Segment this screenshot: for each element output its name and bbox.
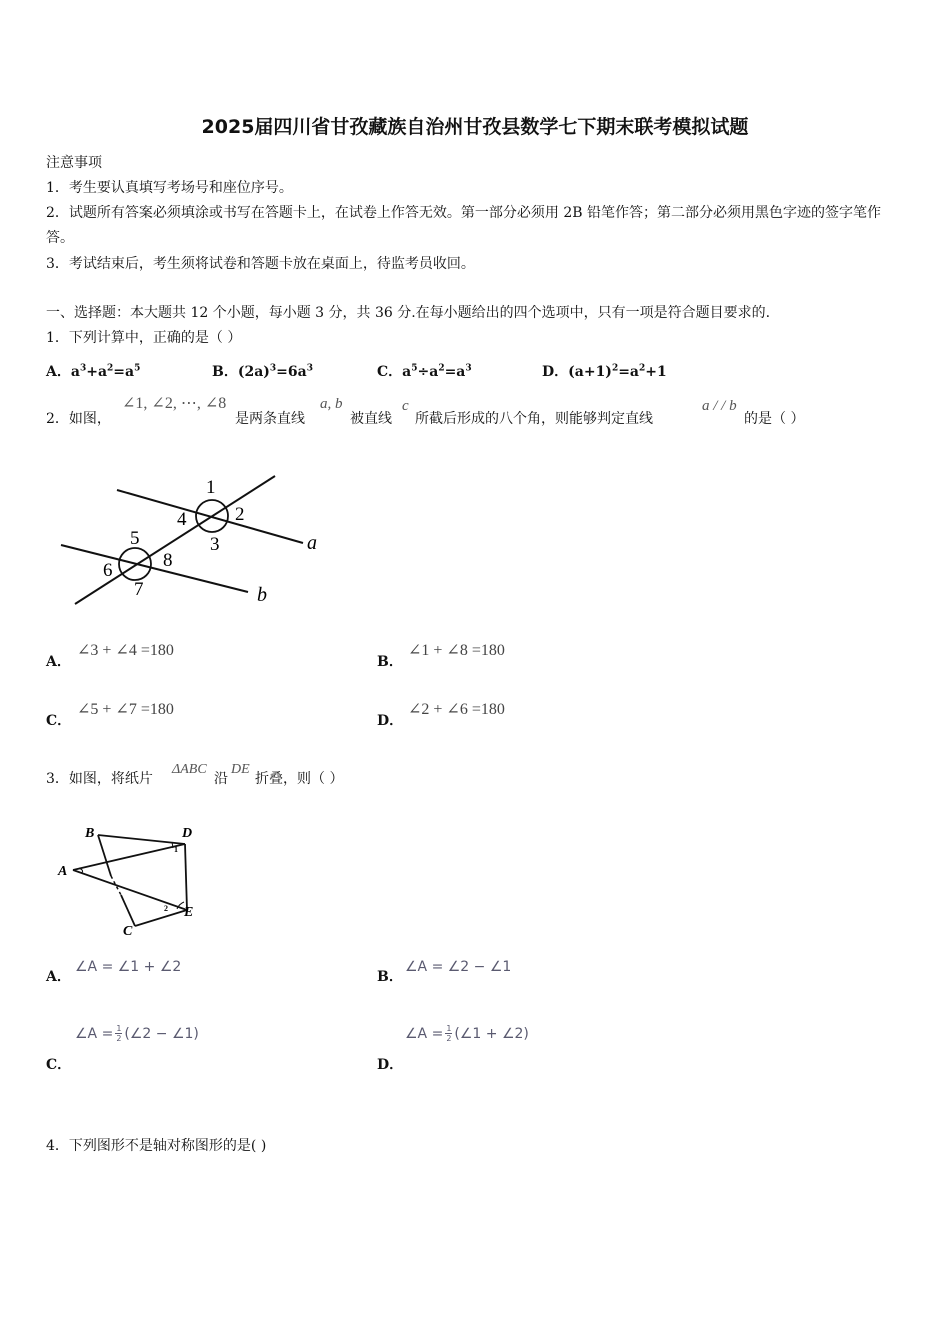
- q3-text-2: 折叠，则（ ）: [255, 771, 344, 787]
- q3-option-b-letter[interactable]: B．: [377, 969, 403, 985]
- q2-figure: [55, 468, 335, 613]
- q2-option-d-letter[interactable]: D．: [377, 713, 404, 729]
- question-4-stem: 4．下列图形不是轴对称图形的是( ): [46, 1138, 267, 1154]
- label-1: 1: [206, 477, 216, 498]
- q2-line-c: c: [402, 398, 409, 414]
- q2-text-2: 被直线: [350, 411, 392, 427]
- segment-ad: [73, 844, 185, 870]
- label-7: 7: [134, 579, 144, 600]
- q2-option-b[interactable]: ∠1 + ∠8 =180: [408, 642, 505, 659]
- fraction-denominator: 2: [116, 1034, 122, 1043]
- section-header: 一、选择题：本大题共 12 个小题，每小题 3 分，共 36 分.在每小题给出的四个选项中，只有一项是符合题目要求的.: [46, 305, 771, 321]
- q3-option-c[interactable]: ∠A = $\frac{1}{2}$ (∠2 − ∠1): [75, 1024, 199, 1043]
- label-3: 3: [210, 534, 220, 555]
- label-4: 4: [177, 509, 187, 530]
- fraction-numerator: 1: [446, 1024, 452, 1033]
- fraction-denominator: 2: [446, 1034, 452, 1043]
- label-E: E: [184, 905, 194, 920]
- q3-option-d-letter[interactable]: D．: [377, 1057, 404, 1073]
- q3-figure: [55, 822, 205, 940]
- question-1-stem: 1．下列计算中，正确的是（ ）: [46, 330, 242, 346]
- q2-text-4: 的是（ ）: [744, 411, 805, 427]
- q2-option-c[interactable]: ∠5 + ∠7 =180: [77, 701, 174, 718]
- segment-ae: [73, 870, 187, 910]
- segment-de: [185, 844, 187, 910]
- q2-text-3: 所截后形成的八个角，则能够判定直线: [415, 411, 653, 427]
- q2-lines-ab: a, b: [320, 396, 343, 412]
- notice-item-1: 1．考生要认真填写考场号和座位序号。: [46, 180, 293, 196]
- segment-ce: [135, 910, 187, 926]
- q2-option-c-letter[interactable]: C．: [46, 713, 72, 729]
- q1-option-c[interactable]: C．$a^5\div a^2=a^3$: [377, 363, 472, 380]
- label-D: D: [182, 826, 193, 841]
- q1-option-a[interactable]: A．$a^3+a^2=a^5$: [46, 363, 141, 380]
- label-2: 2: [235, 504, 245, 525]
- q3-option-d[interactable]: ∠A = $\frac{1}{2}$ (∠1 + ∠2): [405, 1024, 529, 1043]
- q3-line-de: DE: [231, 762, 250, 777]
- q3-option-a[interactable]: ∠A = ∠1 + ∠2: [75, 959, 182, 975]
- q2-number: 2．如图，: [46, 411, 111, 427]
- q2-option-b-letter[interactable]: B．: [377, 654, 403, 670]
- q3-text-1: 沿: [214, 771, 228, 787]
- notice-item-3: 3．考试结束后，考生须将试卷和答题卡放在桌面上，待监考员收回。: [46, 256, 475, 272]
- notice-item-2: 2．试题所有答案必须填涂或书写在答题卡上，在试卷上作答无效。第一部分必须用 2B 铅笔作答；第二部分必须用黑色字迹的签字笔作答。: [46, 205, 881, 246]
- label-a: a: [307, 532, 317, 554]
- label-6: 6: [103, 560, 113, 581]
- q2-option-a[interactable]: ∠3 + ∠4 =180: [77, 642, 174, 659]
- q3-number: 3．如图，将纸片: [46, 771, 153, 787]
- q3-option-a-letter[interactable]: A．: [46, 969, 71, 985]
- label-angle-2: 2: [164, 904, 168, 913]
- q3-option-b[interactable]: ∠A = ∠2 − ∠1: [405, 959, 512, 975]
- label-b: b: [257, 584, 267, 606]
- q2-option-a-letter[interactable]: A．: [46, 654, 71, 670]
- q2-option-d[interactable]: ∠2 + ∠6 =180: [408, 701, 505, 718]
- label-8: 8: [163, 550, 173, 571]
- label-angle-1: 1: [174, 845, 178, 854]
- notice-heading: 注意事项: [46, 155, 102, 171]
- label-B: B: [85, 826, 95, 841]
- q3-option-c-letter[interactable]: C．: [46, 1057, 72, 1073]
- line-c: [75, 476, 275, 604]
- page-title: 2025届四川省甘孜藏族自治州甘孜县数学七下期末联考模拟试题: [201, 116, 749, 138]
- q3-triangle: ΔABC: [172, 762, 207, 777]
- option-letter: D．: [542, 364, 569, 380]
- label-C: C: [123, 924, 133, 939]
- option-letter: C．: [377, 364, 403, 380]
- label-A: A: [58, 864, 68, 879]
- segment-b-fold: [98, 835, 111, 876]
- option-letter: B．: [212, 364, 238, 380]
- q1-option-b[interactable]: B．$(2a)^3=6a^3$: [212, 363, 313, 380]
- option-letter: A．: [46, 364, 71, 380]
- q2-text-1: 是两条直线: [235, 411, 305, 427]
- segment-to-c: [121, 895, 135, 926]
- fraction-numerator: 1: [116, 1024, 122, 1033]
- q2-angles: ∠1, ∠2, ⋯, ∠8: [122, 395, 227, 412]
- q1-option-d[interactable]: D．$(a+1)^2=a^2+1$: [542, 363, 667, 380]
- q2-parallel: a / / b: [702, 398, 737, 414]
- label-5: 5: [130, 528, 140, 549]
